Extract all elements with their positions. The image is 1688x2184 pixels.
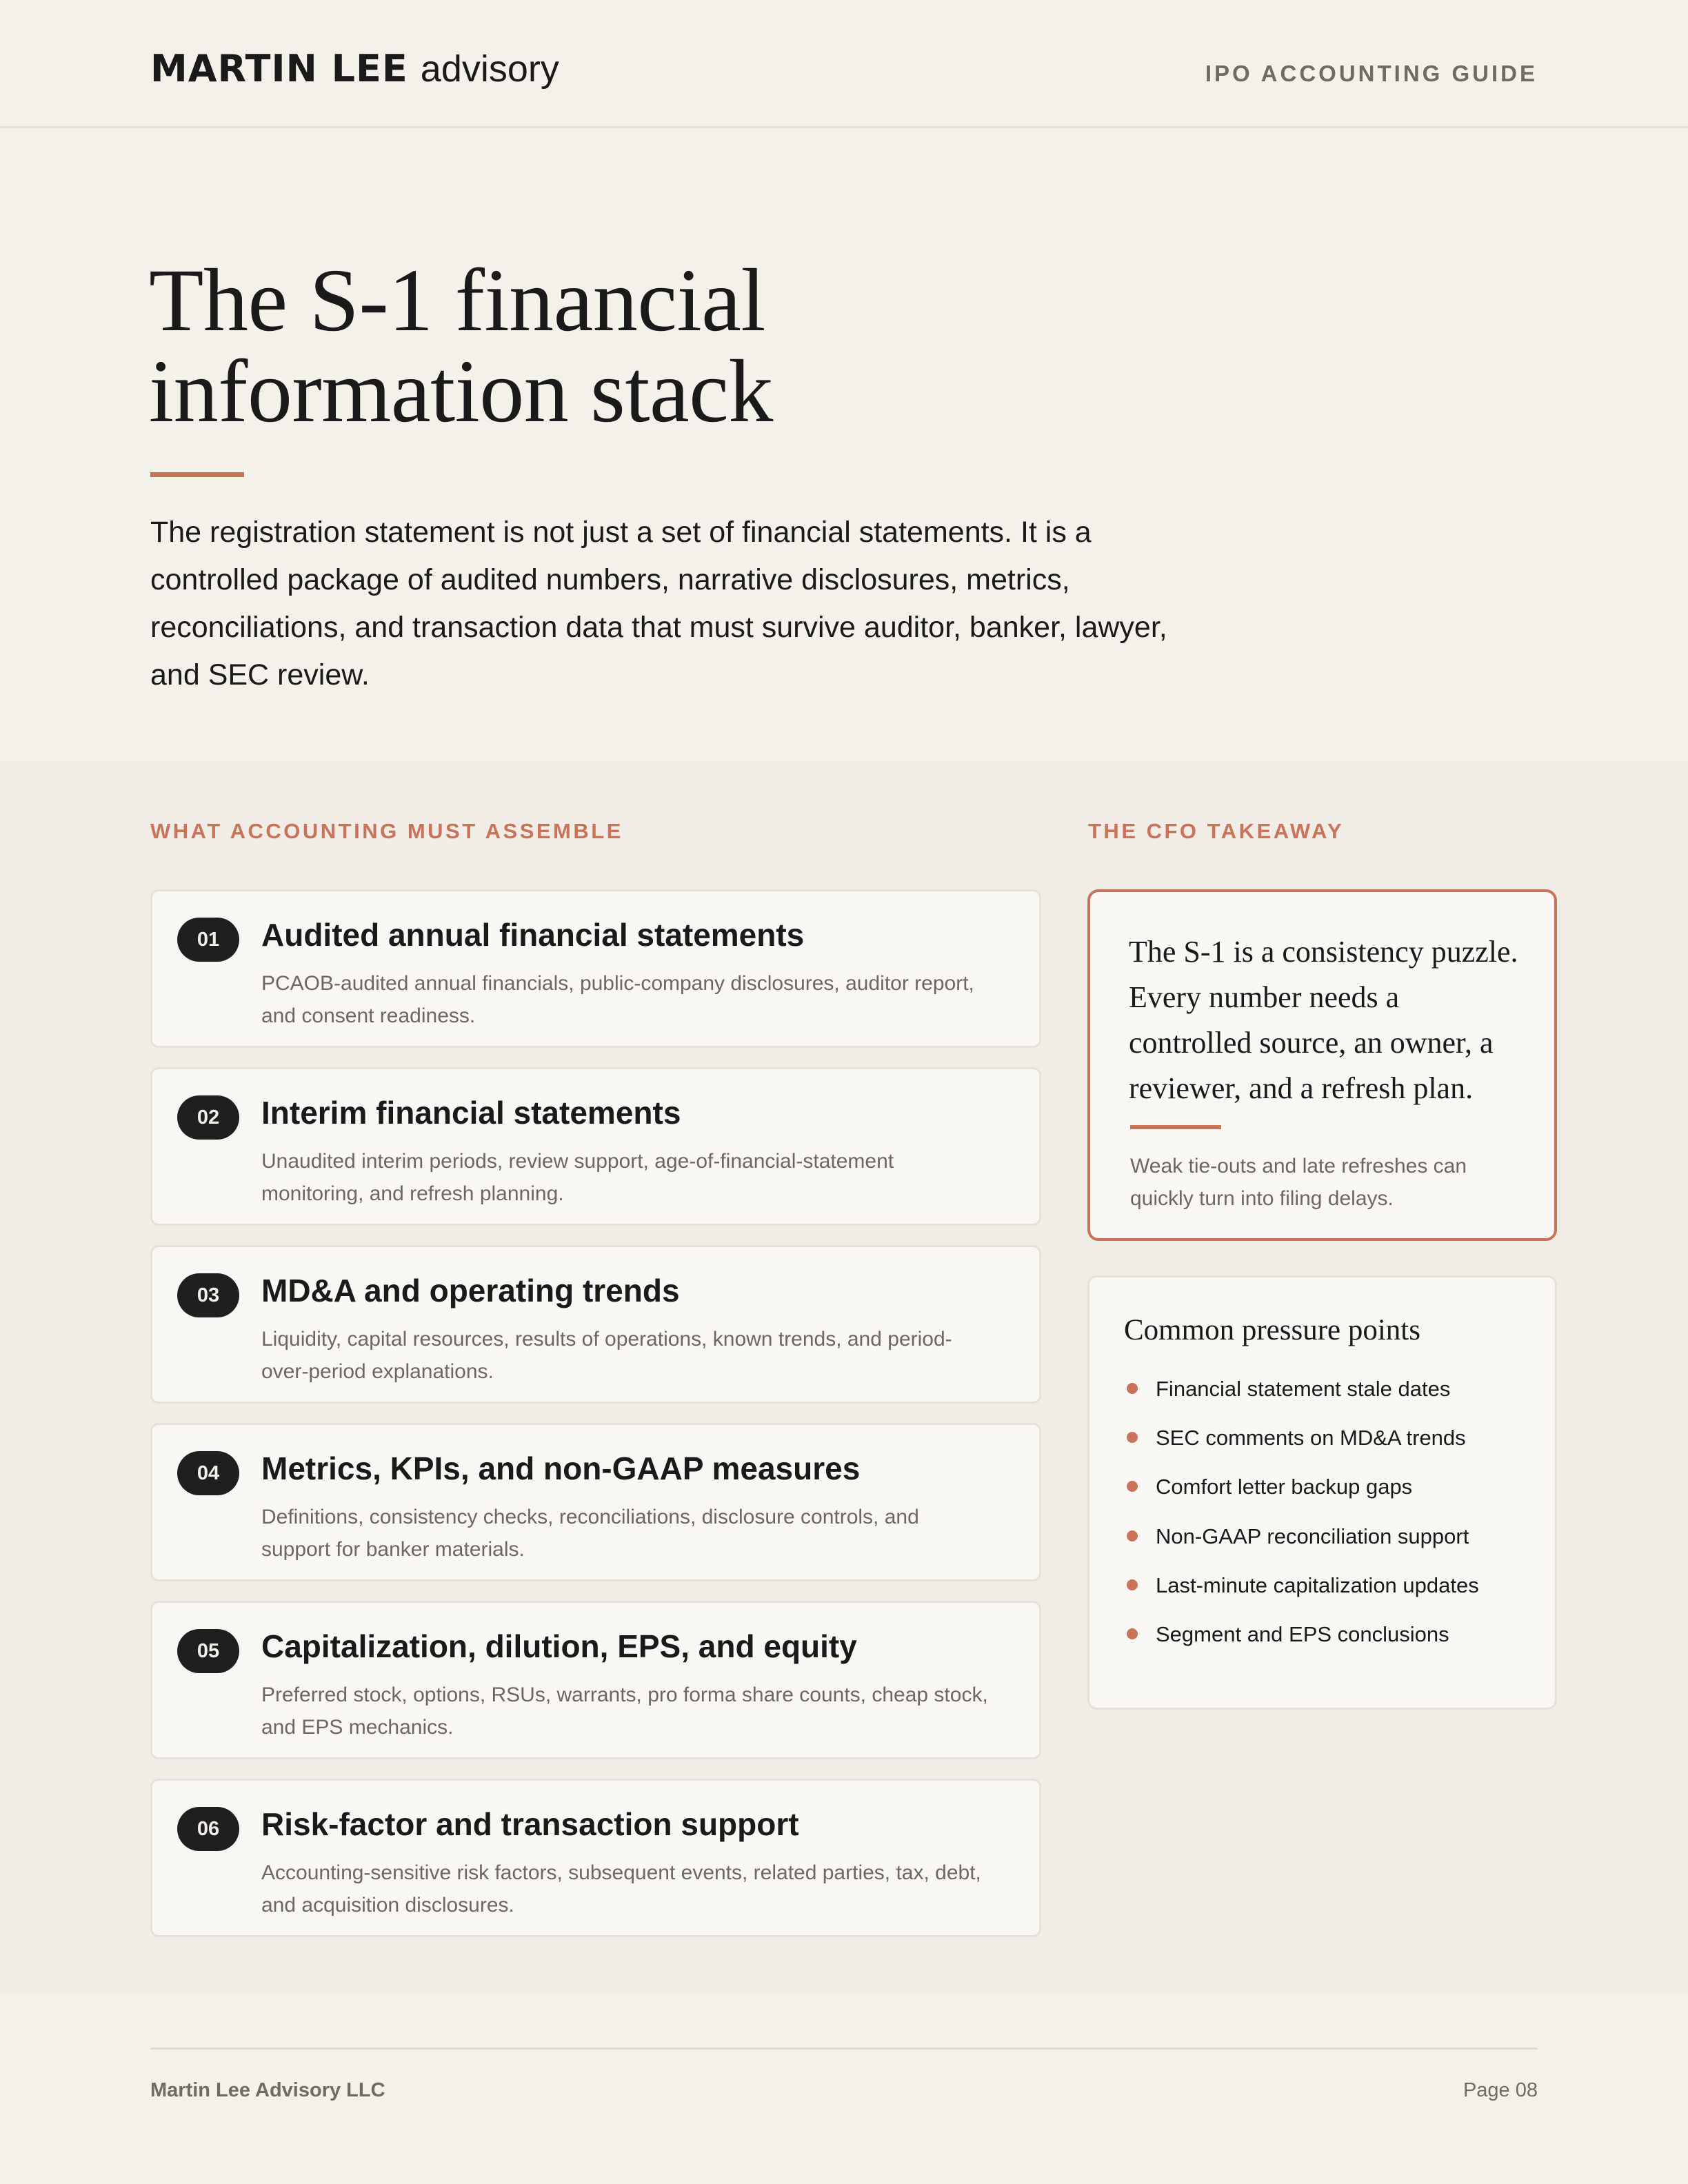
step-card-04: [150, 1423, 1041, 1581]
footer-divider: [150, 2048, 1538, 2050]
pressure-point-text: Segment and EPS conclusions: [1156, 1621, 1449, 1646]
step-number-badge: 06: [177, 1807, 239, 1851]
step-description: Accounting-sensitive risk factors, subsequent events, related parties, tax, debt, and acquisition disclosures.: [261, 1861, 981, 1917]
step-number-badge: 03: [177, 1273, 239, 1317]
takeaway-quote: The S-1 is a consistency puzzle. Every number needs a controlled source, an owner, a reviewer, and a refresh plan.: [1129, 935, 1518, 1105]
bullet-dot-icon: [1127, 1481, 1138, 1492]
step-title: Interim financial statements: [261, 1095, 681, 1131]
pressure-point-text: SEC comments on MD&A trends: [1156, 1426, 1466, 1450]
step-number-badge: 04: [177, 1451, 239, 1495]
title-line-1: The S-1 financial: [149, 251, 765, 350]
takeaway-section-label: THE CFO TAKEAWAY: [1088, 819, 1345, 843]
pressure-points-title: Common pressure points: [1124, 1314, 1420, 1346]
bullet-dot-icon: [1127, 1383, 1138, 1394]
intro-paragraph: The registration statement is not just a set of financial statements. It is a controlled package of audited numbers, narrative disclosures, metrics, reconciliations, and transaction data that must survive auditor, banker, lawyer, and SEC review.: [150, 516, 1167, 691]
takeaway-note: Weak tie-outs and late refreshes can quickly turn into filing delays.: [1130, 1155, 1467, 1210]
step-card-05: [150, 1601, 1041, 1759]
step-number-badge: 02: [177, 1095, 239, 1140]
brand-name: MARTIN LEE: [150, 47, 408, 90]
pressure-points-card: [1087, 1275, 1557, 1710]
assemble-section-label: WHAT ACCOUNTING MUST ASSEMBLE: [150, 819, 623, 843]
pressure-point-text: Financial statement stale dates: [1156, 1377, 1451, 1401]
step-description: Definitions, consistency checks, reconciliations, disclosure controls, and support for banker materials.: [261, 1506, 919, 1561]
step-card-01: [150, 889, 1041, 1048]
guide-label: IPO ACCOUNTING GUIDE: [1205, 61, 1538, 86]
title-line-2: information stack: [149, 342, 773, 441]
step-title: MD&A and operating trends: [261, 1273, 680, 1308]
page-title: [149, 251, 1114, 441]
step-description: Liquidity, capital resources, results of operations, known trends, and period-over-period explanations.: [261, 1328, 952, 1383]
bullet-dot-icon: [1127, 1579, 1138, 1590]
bullet-dot-icon: [1127, 1530, 1138, 1541]
pressure-point-text: Non-GAAP reconciliation support: [1156, 1524, 1469, 1548]
list-item: [1127, 1375, 1479, 1424]
step-description: PCAOB-audited annual financials, public-company disclosures, auditor report, and consent readiness.: [261, 972, 974, 1027]
step-card-02: [150, 1067, 1041, 1226]
step-title: Risk-factor and transaction support: [261, 1806, 799, 1842]
brand-logo: [150, 47, 559, 90]
title-divider: [150, 472, 244, 477]
list-item: [1127, 1523, 1479, 1572]
page-header: [0, 0, 1688, 128]
list-item: [1127, 1621, 1479, 1670]
page-number: Page 08: [1463, 2079, 1538, 2101]
step-card-03: [150, 1245, 1041, 1404]
takeaway-divider: [1130, 1125, 1221, 1129]
brand-suffix: advisory: [420, 48, 559, 90]
list-item: [1127, 1473, 1479, 1522]
step-card-06: [150, 1779, 1041, 1937]
list-item: [1127, 1572, 1479, 1621]
step-title: Metrics, KPIs, and non-GAAP measures: [261, 1450, 861, 1486]
pressure-point-text: Last-minute capitalization updates: [1156, 1573, 1479, 1597]
pressure-point-text: Comfort letter backup gaps: [1156, 1475, 1413, 1499]
footer-company: Martin Lee Advisory LLC: [150, 2079, 385, 2101]
list-item: [1127, 1424, 1479, 1473]
pressure-points-list: [1127, 1375, 1479, 1670]
step-number-badge: 01: [177, 918, 239, 962]
bullet-dot-icon: [1127, 1628, 1138, 1639]
step-number-badge: 05: [177, 1629, 239, 1673]
bullet-dot-icon: [1127, 1432, 1138, 1443]
step-description: Unaudited interim periods, review support, age-of-financial-statement monitoring, and refresh planning.: [261, 1150, 894, 1205]
cfo-takeaway-card: [1087, 889, 1557, 1241]
step-description: Preferred stock, options, RSUs, warrants, pro forma share counts, cheap stock, and EPS mechanics.: [261, 1684, 988, 1739]
step-title: Audited annual financial statements: [261, 917, 805, 953]
step-title: Capitalization, dilution, EPS, and equity: [261, 1628, 857, 1664]
